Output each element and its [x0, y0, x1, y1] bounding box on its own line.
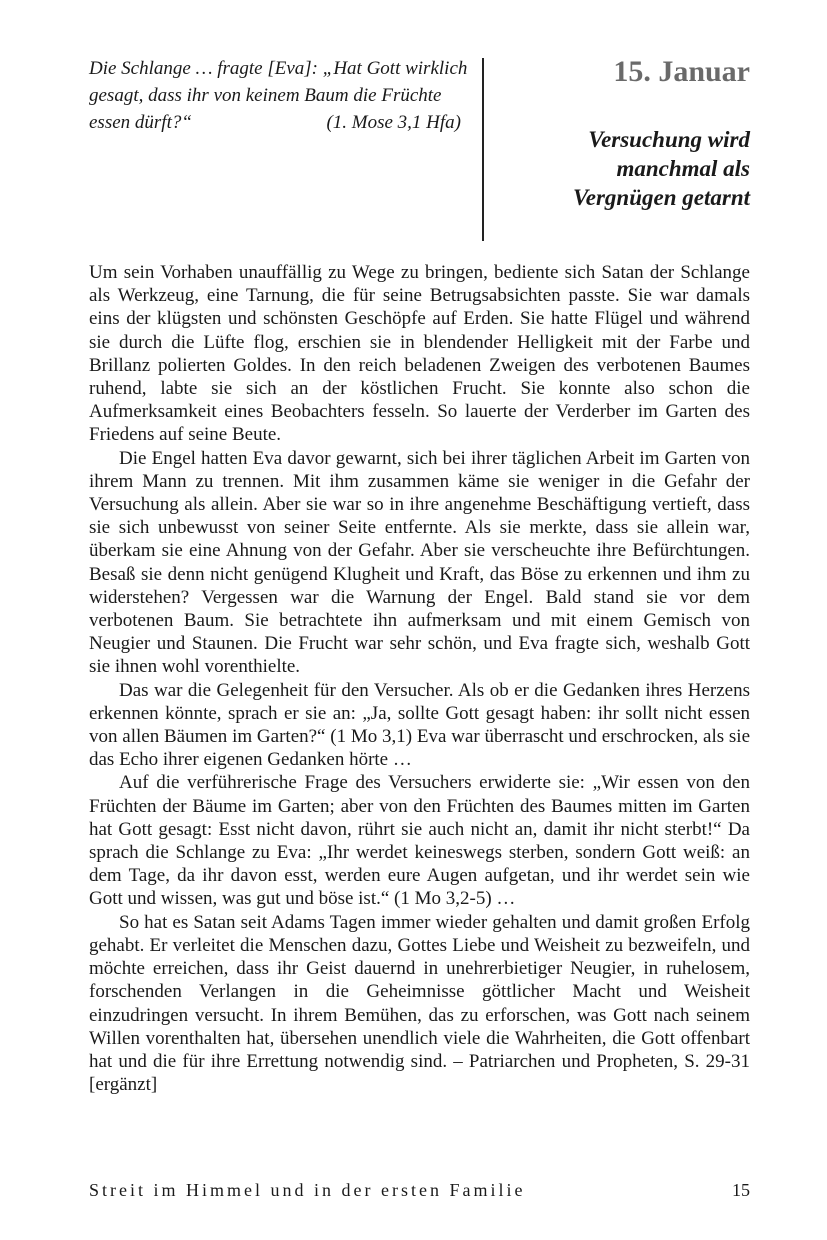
- title-line: Vergnügen getarnt: [572, 185, 750, 210]
- page-footer: [89, 1180, 750, 1201]
- page-date: 15. Januar: [613, 55, 750, 88]
- vertical-divider: [482, 58, 484, 241]
- quote-line-with-reference: [89, 109, 461, 136]
- paragraph: Um sein Vorhaben unauffällig zu Wege zu bringen, bediente sich Satan der Schlange als Werkzeug, eine Tarnung, die für seine Betrugsabsichten passte. Sie war damals eins der klügsten und schönsten Geschöpfe auf Erden. Sie hatte Flügel und während sie durch die Lüfte flog, erschien sie in blendender Helligkeit mit der Farbe und Brillanz polierten Goldes. In den reich beladenen Zweigen des verbotenen Baumes ruhend, labte sie sich an der köstlichen Frucht. Sie konnte also schon die Aufmerksamkeit eines Beobachters fesseln. So lauerte der Verderber im Garten des Friedens auf seine Beute.: [89, 262, 750, 446]
- body-text: [89, 261, 750, 1096]
- quote-text-end: essen dürft?“: [89, 112, 192, 133]
- title-line: Versuchung wird: [588, 127, 750, 152]
- quote-line: gesagt, dass ihr von keinem Baum die Früchte: [89, 85, 442, 106]
- quote-reference: (1. Mose 3,1 Hfa): [326, 112, 461, 133]
- paragraph: Die Engel hatten Eva davor gewarnt, sich bei ihrer täglichen Arbeit im Garten von ihrem Mann zu trennen. Mit ihm zusammen käme sie weniger in die Gefahr der Versuchung als allein. Aber sie war so in ihre angenehme Beschäftigung vertieft, dass sie sich unbewusst von seiner Seite entfernte. Als sie merkte, dass sie allein war, überkam sie eine Ahnung von der Gefahr. Aber sie verscheuchte ihre Befürchtungen. Besaß sie denn nicht genügend Klugheit und Kraft, das Böse zu erkennen und ihm zu widerstehen? Vergessen war die Warnung der Engel. Bald stand sie vor dem verbotenen Baum. Sie betrachtete ihn aufmerksam und mit einem Gemisch von Neugier und Staunen. Die Frucht war sehr schön, und Eva fragte sich, weshalb Gott sie ihnen wohl vorenthielte.: [89, 447, 750, 678]
- paragraph: Auf die verführerische Frage des Versuchers erwiderte sie: „Wir essen von den Früchten der Bäume im Garten; aber von den Früchten des Baumes mitten im Garten hat Gott gesagt: Esst nicht davon, rührt sie auch nicht an, damit ihr nicht sterbt!“ Da sprach die Schlange zu Eva: „Ihr werdet keineswegs sterben, sondern Gott weiß: an dem Tage, da ihr davon esst, werden eure Augen aufgetan, und ihr werdet sein wie Gott und wissen, was gut und böse ist.“ (1 Mo 3,2-5) …: [89, 772, 750, 910]
- page-number: 15: [732, 1180, 750, 1200]
- running-title: Streit im Himmel und in der ersten Familie: [89, 1180, 526, 1200]
- paragraph: So hat es Satan seit Adams Tagen immer wieder gehalten und damit großen Erfolg gehabt. Er verleitet die Menschen dazu, Gottes Liebe und Weisheit zu bezweifeln, und möchte erreichen, dass ihr Geist dauernd in unehrerbietiger Neugier, in ruhelosem, forschenden Verlangen in die Geheimnisse göttlicher Macht und Weisheit einzudringen versucht. In ihrem Bemühen, das zu erforschen, was Gott nach seinem Willen vorenthalten hat, übersehen unendlich viele die Wahrheiten, die Gott offenbart hat und die für ihre Errettung notwendig sind. – Patriarchen und Propheten, S. 29-31 [ergänzt]: [89, 911, 750, 1096]
- title-line: manchmal als: [616, 156, 750, 181]
- quote-line: Die Schlange … fragte [Eva]: „Hat Gott wirklich: [89, 58, 468, 79]
- paragraph: Das war die Gelegenheit für den Versucher. Als ob er die Gedanken ihres Herzens erkennen könnte, sprach er sie an: „Ja, sollte Gott gesagt haben: ihr sollt nicht essen von allen Bäumen im Garten?“ (1 Mo 3,1) Eva war überrascht und erschrocken, als sie das Echo ihrer eigenen Gedanken hörte …: [89, 679, 750, 771]
- epigraph-quote: [89, 55, 468, 136]
- page-title: [490, 125, 750, 212]
